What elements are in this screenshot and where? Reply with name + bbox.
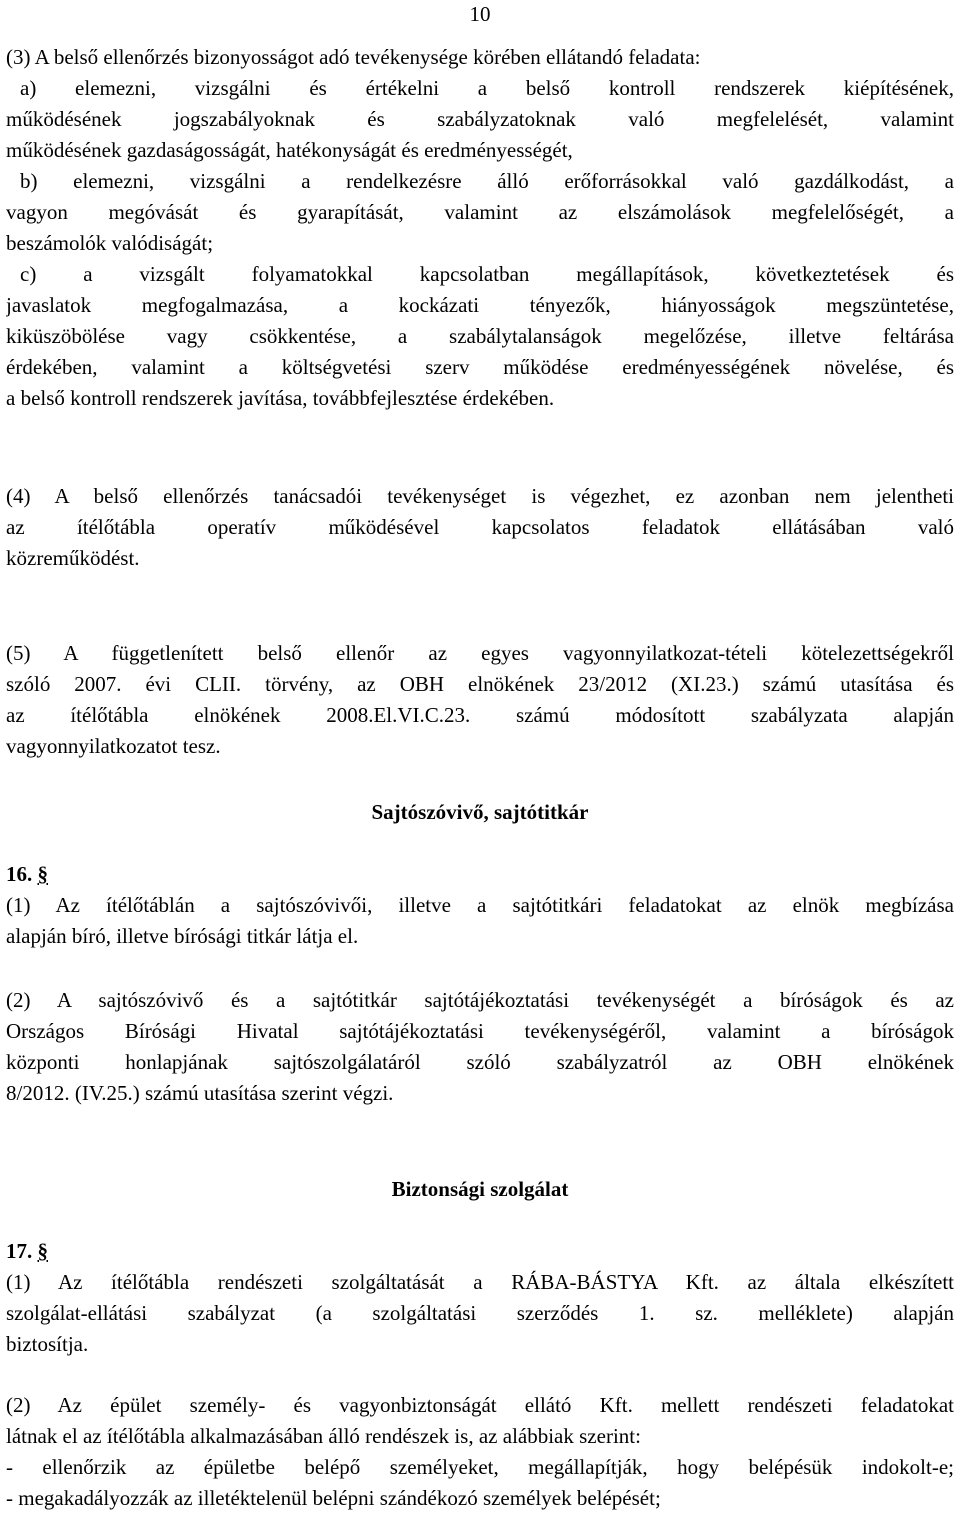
section-number-line — [6, 859, 954, 890]
paragraph-4 — [6, 481, 954, 574]
text-line: szolgálat-ellátási szabályzat (a szolgáltatási szerződés 1. sz. melléklete) alapján — [6, 1301, 954, 1325]
text-line: vagyon megóvását és gyarapítását, valamint az elszámolások megfelelőségét, a — [6, 200, 954, 224]
text-line: a) elemezni, vizsgálni és értékelni a belső kontroll rendszerek kiépítésének, — [20, 76, 954, 100]
section-heading-press: Sajtószóvivő, sajtótitkár — [371, 800, 589, 824]
section-16 — [6, 859, 954, 952]
text-line: (2) Az épület személy- és vagyonbiztonságát ellátó Kft. mellett rendészeti feladatokat — [6, 1393, 954, 1417]
text-line: 8/2012. (IV.25.) számú utasítása szerint végzi. — [6, 1081, 394, 1105]
text-line: (4) A belső ellenőrzés tanácsadói tevékenységet is végezhet, ez azonban nem jelentheti — [6, 484, 954, 508]
text-line: központi honlapjának sajtószolgálatáról szóló szabályzatról az OBH elnökének — [6, 1050, 954, 1074]
text-line: (1) Az ítélőtáblán a sajtószóvivői, illetve a sajtótitkári feladatokat az elnök megbízása — [6, 893, 954, 917]
text-line: b) elemezni, vizsgálni a rendelkezésre álló erőforrásokkal való gazdálkodást, a — [20, 169, 954, 193]
paragraph-sign: § — [37, 1239, 48, 1263]
section-heading-security: Biztonsági szolgálat — [391, 1177, 569, 1201]
text-line: (5) A függetlenített belső ellenőr az egyes vagyonnyilatkozat-tételi kötelezettségekről — [6, 641, 954, 665]
text-line: c) a vizsgált folyamatokkal kapcsolatban megállapítások, következtetések és — [20, 262, 954, 286]
text-line: az ítélőtábla operatív működésével kapcsolatos feladatok ellátásában való — [6, 515, 954, 539]
text-line: - megakadályozzák az illetéktelenül belépni szándékozó személyek belépését; — [6, 1486, 661, 1510]
text-line: látnak el az ítélőtábla alkalmazásában álló rendészek is, az alábbiak szerint: — [6, 1424, 641, 1448]
text-line: működésének jogszabályoknak és szabályzatoknak való megfelelését, valamint — [6, 107, 954, 131]
section-16-paragraph-2 — [6, 985, 954, 1109]
text-line: vagyonnyilatkozatot tesz. — [6, 734, 221, 758]
text-line: működésének gazdaságosságát, hatékonyságát és eredményességét, — [6, 138, 573, 162]
text-line: közreműködést. — [6, 546, 140, 570]
text-line: (3) A belső ellenőrzés bizonyosságot adó tevékenysége körében ellátandó feladata: — [6, 45, 701, 69]
paragraph-5 — [6, 638, 954, 762]
text-line: Országos Bírósági Hivatal sajtótájékoztatási tevékenységéről, valamint a bíróságok — [6, 1019, 954, 1043]
text-line: alapján bíró, illetve bírósági titkár látja el. — [6, 924, 359, 948]
section-number: 16. — [6, 862, 33, 886]
text-line: szóló 2007. évi CLII. törvény, az OBH elnökének 23/2012 (XI.23.) számú utasítása és — [6, 672, 954, 696]
text-line: beszámolók valódiságát; — [6, 231, 214, 255]
paragraph-3 — [6, 42, 954, 414]
text-line: (1) Az ítélőtábla rendészeti szolgáltatását a RÁBA-BÁSTYA Kft. az általa elkészített — [6, 1270, 954, 1294]
text-line: biztosítja. — [6, 1332, 89, 1356]
section-number: 17. — [6, 1239, 33, 1263]
text-line: az ítélőtábla elnökének 2008.El.VI.C.23. számú módosított szabályzata alapján — [6, 703, 954, 727]
text-line: - ellenőrzik az épületbe belépő személyeket, megállapítják, hogy belépésük indokolt-e; — [6, 1455, 954, 1479]
section-17 — [6, 1236, 954, 1360]
text-line: érdekében, valamint a költségvetési szerv működése eredményességének növelése, és — [6, 355, 954, 379]
page-number: 10 — [469, 2, 491, 26]
paragraph-sign: § — [37, 862, 48, 886]
section-number-line — [6, 1236, 954, 1267]
text-line: kiküszöbölése vagy csökkentése, a szabálytalanságok megelőzése, illetve feltárása — [6, 324, 954, 348]
text-line: javaslatok megfogalmazása, a kockázati tényezők, hiányosságok megszüntetése, — [6, 293, 954, 317]
text-line: a belső kontroll rendszerek javítása, továbbfejlesztése érdekében. — [6, 386, 555, 410]
text-line: (2) A sajtószóvivő és a sajtótitkár sajtótájékoztatási tevékenységét a bíróságok és az — [6, 988, 954, 1012]
section-17-paragraph-2 — [6, 1390, 954, 1514]
